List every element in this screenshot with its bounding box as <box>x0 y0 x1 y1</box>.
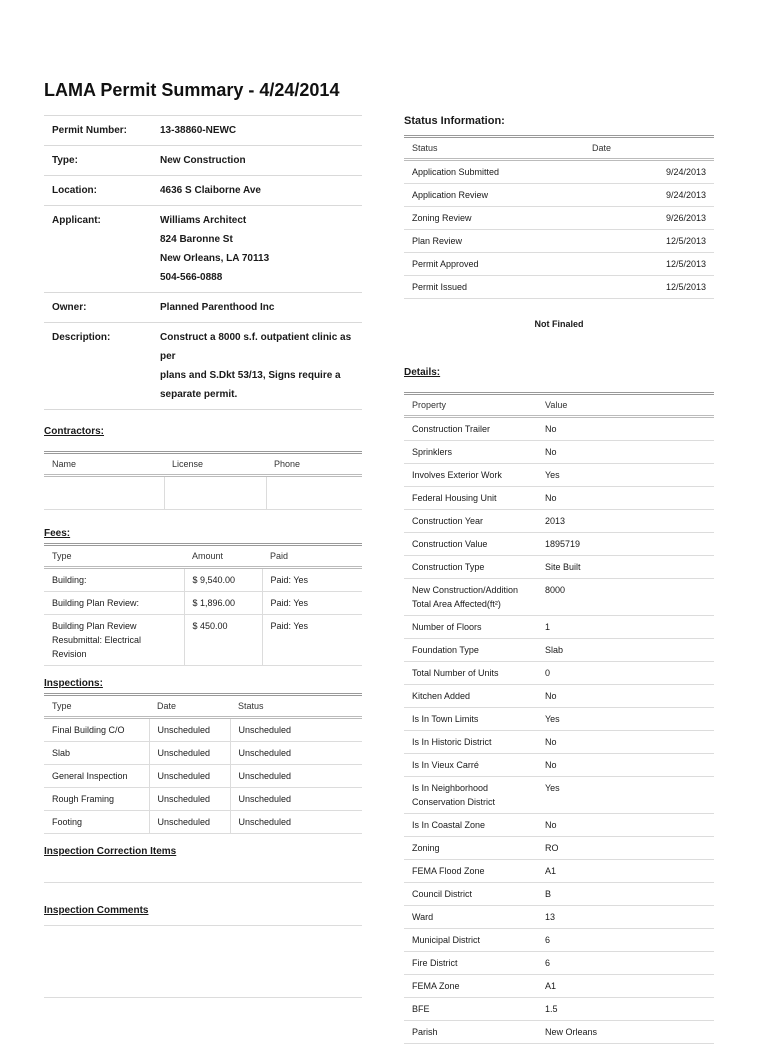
table-row <box>44 811 362 834</box>
table-cell: No <box>537 417 714 441</box>
table-cell: 6 <box>537 929 714 952</box>
table-row <box>404 1021 714 1044</box>
table-row <box>404 952 714 975</box>
table-cell: 9/24/2013 <box>584 160 714 184</box>
permit-info <box>44 115 362 410</box>
table-cell: Is In Vieux Carré <box>404 754 537 777</box>
permit-info-row <box>44 115 362 146</box>
table-cell: Unscheduled <box>149 788 230 811</box>
permit-info-row <box>44 293 362 323</box>
table-row <box>404 487 714 510</box>
table-cell: Rough Framing <box>44 788 149 811</box>
permit-field-value <box>160 121 362 140</box>
permit-field-label: Description: <box>52 332 111 343</box>
table-cell: Yes <box>537 464 714 487</box>
table-row <box>404 754 714 777</box>
column-header: Paid <box>262 545 362 568</box>
table-cell: Unscheduled <box>149 765 230 788</box>
table-row <box>404 731 714 754</box>
column-header: Amount <box>184 545 262 568</box>
permit-value-line: New Orleans, LA 70113 <box>160 253 270 264</box>
table-cell: Unscheduled <box>149 718 230 742</box>
table-cell: Permit Approved <box>404 253 584 276</box>
permit-field-value <box>160 328 362 404</box>
table-cell: 12/5/2013 <box>584 276 714 299</box>
table-row <box>404 708 714 731</box>
table-cell: Slab <box>537 639 714 662</box>
table-row <box>404 639 714 662</box>
contractors-title: Contractors: <box>44 426 105 437</box>
permit-value-line: 824 Baronne St <box>160 234 233 245</box>
permit-value-line: 13-38860-NEWC <box>160 125 237 136</box>
table-cell: Municipal District <box>404 929 537 952</box>
permit-value-line: Construct a 8000 s.f. outpatient clinic as per <box>160 332 352 362</box>
table-cell: 2013 <box>537 510 714 533</box>
table-cell: Kitchen Added <box>404 685 537 708</box>
table-cell: Construction Value <box>404 533 537 556</box>
table-cell: 9/26/2013 <box>584 207 714 230</box>
table-cell: RO <box>537 837 714 860</box>
details-table <box>404 392 714 1044</box>
table-row <box>404 207 714 230</box>
table-cell: $ 9,540.00 <box>184 568 262 592</box>
permit-field-value <box>160 298 362 317</box>
status-info-title: Status Information: <box>404 115 505 127</box>
table-row <box>404 510 714 533</box>
permit-info-row <box>44 323 362 410</box>
table-cell: Is In Coastal Zone <box>404 814 537 837</box>
table-row <box>44 476 362 510</box>
table-cell: Parish <box>404 1021 537 1044</box>
table-row <box>404 417 714 441</box>
table-row <box>404 253 714 276</box>
table-cell: Paid: Yes <box>262 615 362 666</box>
table-cell: Unscheduled <box>230 788 362 811</box>
table-row <box>404 998 714 1021</box>
table-cell: Total Number of Units <box>404 662 537 685</box>
table-cell: Footing <box>44 811 149 834</box>
table-row <box>44 765 362 788</box>
table-cell: New Construction/Addition Total Area Affected(ft²) <box>404 579 537 616</box>
table-cell: 12/5/2013 <box>584 230 714 253</box>
table-cell: Foundation Type <box>404 639 537 662</box>
table-cell: No <box>537 685 714 708</box>
column-header: License <box>164 453 266 476</box>
table-cell: Unscheduled <box>230 742 362 765</box>
table-cell: Slab <box>44 742 149 765</box>
table-cell: 1 <box>537 616 714 639</box>
table-cell: 0 <box>537 662 714 685</box>
table-cell: Is In Historic District <box>404 731 537 754</box>
table-row <box>404 160 714 184</box>
correction-items-box <box>44 857 362 883</box>
page-title: LAMA Permit Summary - 4/24/2014 <box>44 80 340 100</box>
table-row <box>404 685 714 708</box>
table-cell: Yes <box>537 708 714 731</box>
table-row <box>404 662 714 685</box>
table-cell: New Orleans <box>537 1021 714 1044</box>
table-cell: Number of Floors <box>404 616 537 639</box>
details-title: Details: <box>404 367 441 378</box>
column-header: Name <box>44 453 164 476</box>
table-cell: FEMA Zone <box>404 975 537 998</box>
table-cell: Fire District <box>404 952 537 975</box>
table-cell: Final Building C/O <box>44 718 149 742</box>
table-cell: 12/5/2013 <box>584 253 714 276</box>
table-cell: Unscheduled <box>230 765 362 788</box>
table-cell: Permit Issued <box>404 276 584 299</box>
right-column <box>404 115 714 1044</box>
table-cell: Building Plan Review Resubmittal: Electrical Revision <box>44 615 184 666</box>
table-row <box>404 230 714 253</box>
table-cell: Is In Town Limits <box>404 708 537 731</box>
table-cell: Zoning <box>404 837 537 860</box>
table-cell: Unscheduled <box>230 718 362 742</box>
table-cell: Involves Exterior Work <box>404 464 537 487</box>
table-cell: FEMA Flood Zone <box>404 860 537 883</box>
table-cell: Building: <box>44 568 184 592</box>
table-cell: Application Review <box>404 184 584 207</box>
table-cell: $ 450.00 <box>184 615 262 666</box>
table-cell: Council District <box>404 883 537 906</box>
table-row <box>404 837 714 860</box>
comments-box <box>44 916 362 926</box>
permit-value-line: 4636 S Claiborne Ave <box>160 185 261 196</box>
table-cell: No <box>537 731 714 754</box>
table-cell: Zoning Review <box>404 207 584 230</box>
table-cell: Paid: Yes <box>262 592 362 615</box>
permit-field-value <box>160 151 362 170</box>
table-row <box>404 883 714 906</box>
permit-value-line: 504-566-0888 <box>160 272 223 283</box>
table-cell: 9/24/2013 <box>584 184 714 207</box>
permit-info-row <box>44 146 362 176</box>
comments-title: Inspection Comments <box>44 905 149 916</box>
table-cell: 8000 <box>537 579 714 616</box>
comments-box-lower <box>44 926 362 998</box>
permit-field-label: Applicant: <box>52 215 101 226</box>
table-row <box>404 975 714 998</box>
permit-value-line: New Construction <box>160 155 246 166</box>
column-header: Type <box>44 695 149 718</box>
permit-info-row <box>44 206 362 293</box>
table-row <box>404 906 714 929</box>
table-row <box>44 788 362 811</box>
table-row <box>404 464 714 487</box>
status-table <box>404 135 714 299</box>
permit-field-label: Owner: <box>52 302 87 313</box>
column-header: Date <box>584 137 714 160</box>
table-cell: Federal Housing Unit <box>404 487 537 510</box>
permit-value-line: separate permit. <box>160 389 238 400</box>
table-cell: No <box>537 487 714 510</box>
permit-value-line: Planned Parenthood Inc <box>160 302 275 313</box>
table-cell: Construction Year <box>404 510 537 533</box>
table-row <box>404 533 714 556</box>
table-cell: Unscheduled <box>149 742 230 765</box>
table-row <box>404 441 714 464</box>
status-footer: Not Finaled <box>534 319 584 329</box>
table-cell: Construction Type <box>404 556 537 579</box>
permit-info-row <box>44 176 362 206</box>
table-cell: 13 <box>537 906 714 929</box>
table-row <box>44 592 362 615</box>
permit-field-label: Type: <box>52 155 78 166</box>
table-cell: Plan Review <box>404 230 584 253</box>
table-cell: Yes <box>537 777 714 814</box>
table-row <box>404 556 714 579</box>
inspections-title: Inspections: <box>44 678 103 689</box>
column-header: Status <box>404 137 584 160</box>
column-header: Status <box>230 695 362 718</box>
permit-field-label: Location: <box>52 185 97 196</box>
permit-value-line: plans and S.Dkt 53/13, Signs require a <box>160 370 341 381</box>
table-cell: Unscheduled <box>230 811 362 834</box>
table-cell: Site Built <box>537 556 714 579</box>
table-row <box>44 568 362 592</box>
table-cell: A1 <box>537 860 714 883</box>
table-cell: A1 <box>537 975 714 998</box>
table-cell: General Inspection <box>44 765 149 788</box>
column-header: Value <box>537 394 714 417</box>
table-cell: 1895719 <box>537 533 714 556</box>
table-row <box>404 579 714 616</box>
table-cell: 6 <box>537 952 714 975</box>
table-cell: Construction Trailer <box>404 417 537 441</box>
table-cell: Sprinklers <box>404 441 537 464</box>
permit-value-line: Williams Architect <box>160 215 247 226</box>
column-header: Property <box>404 394 537 417</box>
table-row <box>44 718 362 742</box>
column-header: Phone <box>266 453 362 476</box>
table-row <box>404 184 714 207</box>
table-row <box>404 777 714 814</box>
permit-field-value <box>160 181 362 200</box>
table-cell: Unscheduled <box>149 811 230 834</box>
table-row <box>44 615 362 666</box>
contractors-table <box>44 451 362 510</box>
table-cell: B <box>537 883 714 906</box>
table-row <box>404 860 714 883</box>
permit-field-value <box>160 211 362 287</box>
table-row <box>404 616 714 639</box>
table-cell: Ward <box>404 906 537 929</box>
table-cell: Is In Neighborhood Conservation District <box>404 777 537 814</box>
column-header: Type <box>44 545 184 568</box>
table-row <box>404 929 714 952</box>
table-row <box>44 742 362 765</box>
column-header: Date <box>149 695 230 718</box>
table-cell: 1.5 <box>537 998 714 1021</box>
table-row <box>404 276 714 299</box>
table-cell: $ 1,896.00 <box>184 592 262 615</box>
left-column <box>44 115 362 998</box>
table-cell: No <box>537 754 714 777</box>
fees-title: Fees: <box>44 528 71 539</box>
table-cell: Building Plan Review: <box>44 592 184 615</box>
inspections-table <box>44 693 362 834</box>
fees-table <box>44 543 362 666</box>
table-row <box>404 814 714 837</box>
table-cell: Application Submitted <box>404 160 584 184</box>
table-cell: No <box>537 814 714 837</box>
permit-field-label: Permit Number: <box>52 125 128 136</box>
table-cell: BFE <box>404 998 537 1021</box>
table-cell: No <box>537 441 714 464</box>
correction-items-title: Inspection Correction Items <box>44 846 177 857</box>
table-cell: Paid: Yes <box>262 568 362 592</box>
